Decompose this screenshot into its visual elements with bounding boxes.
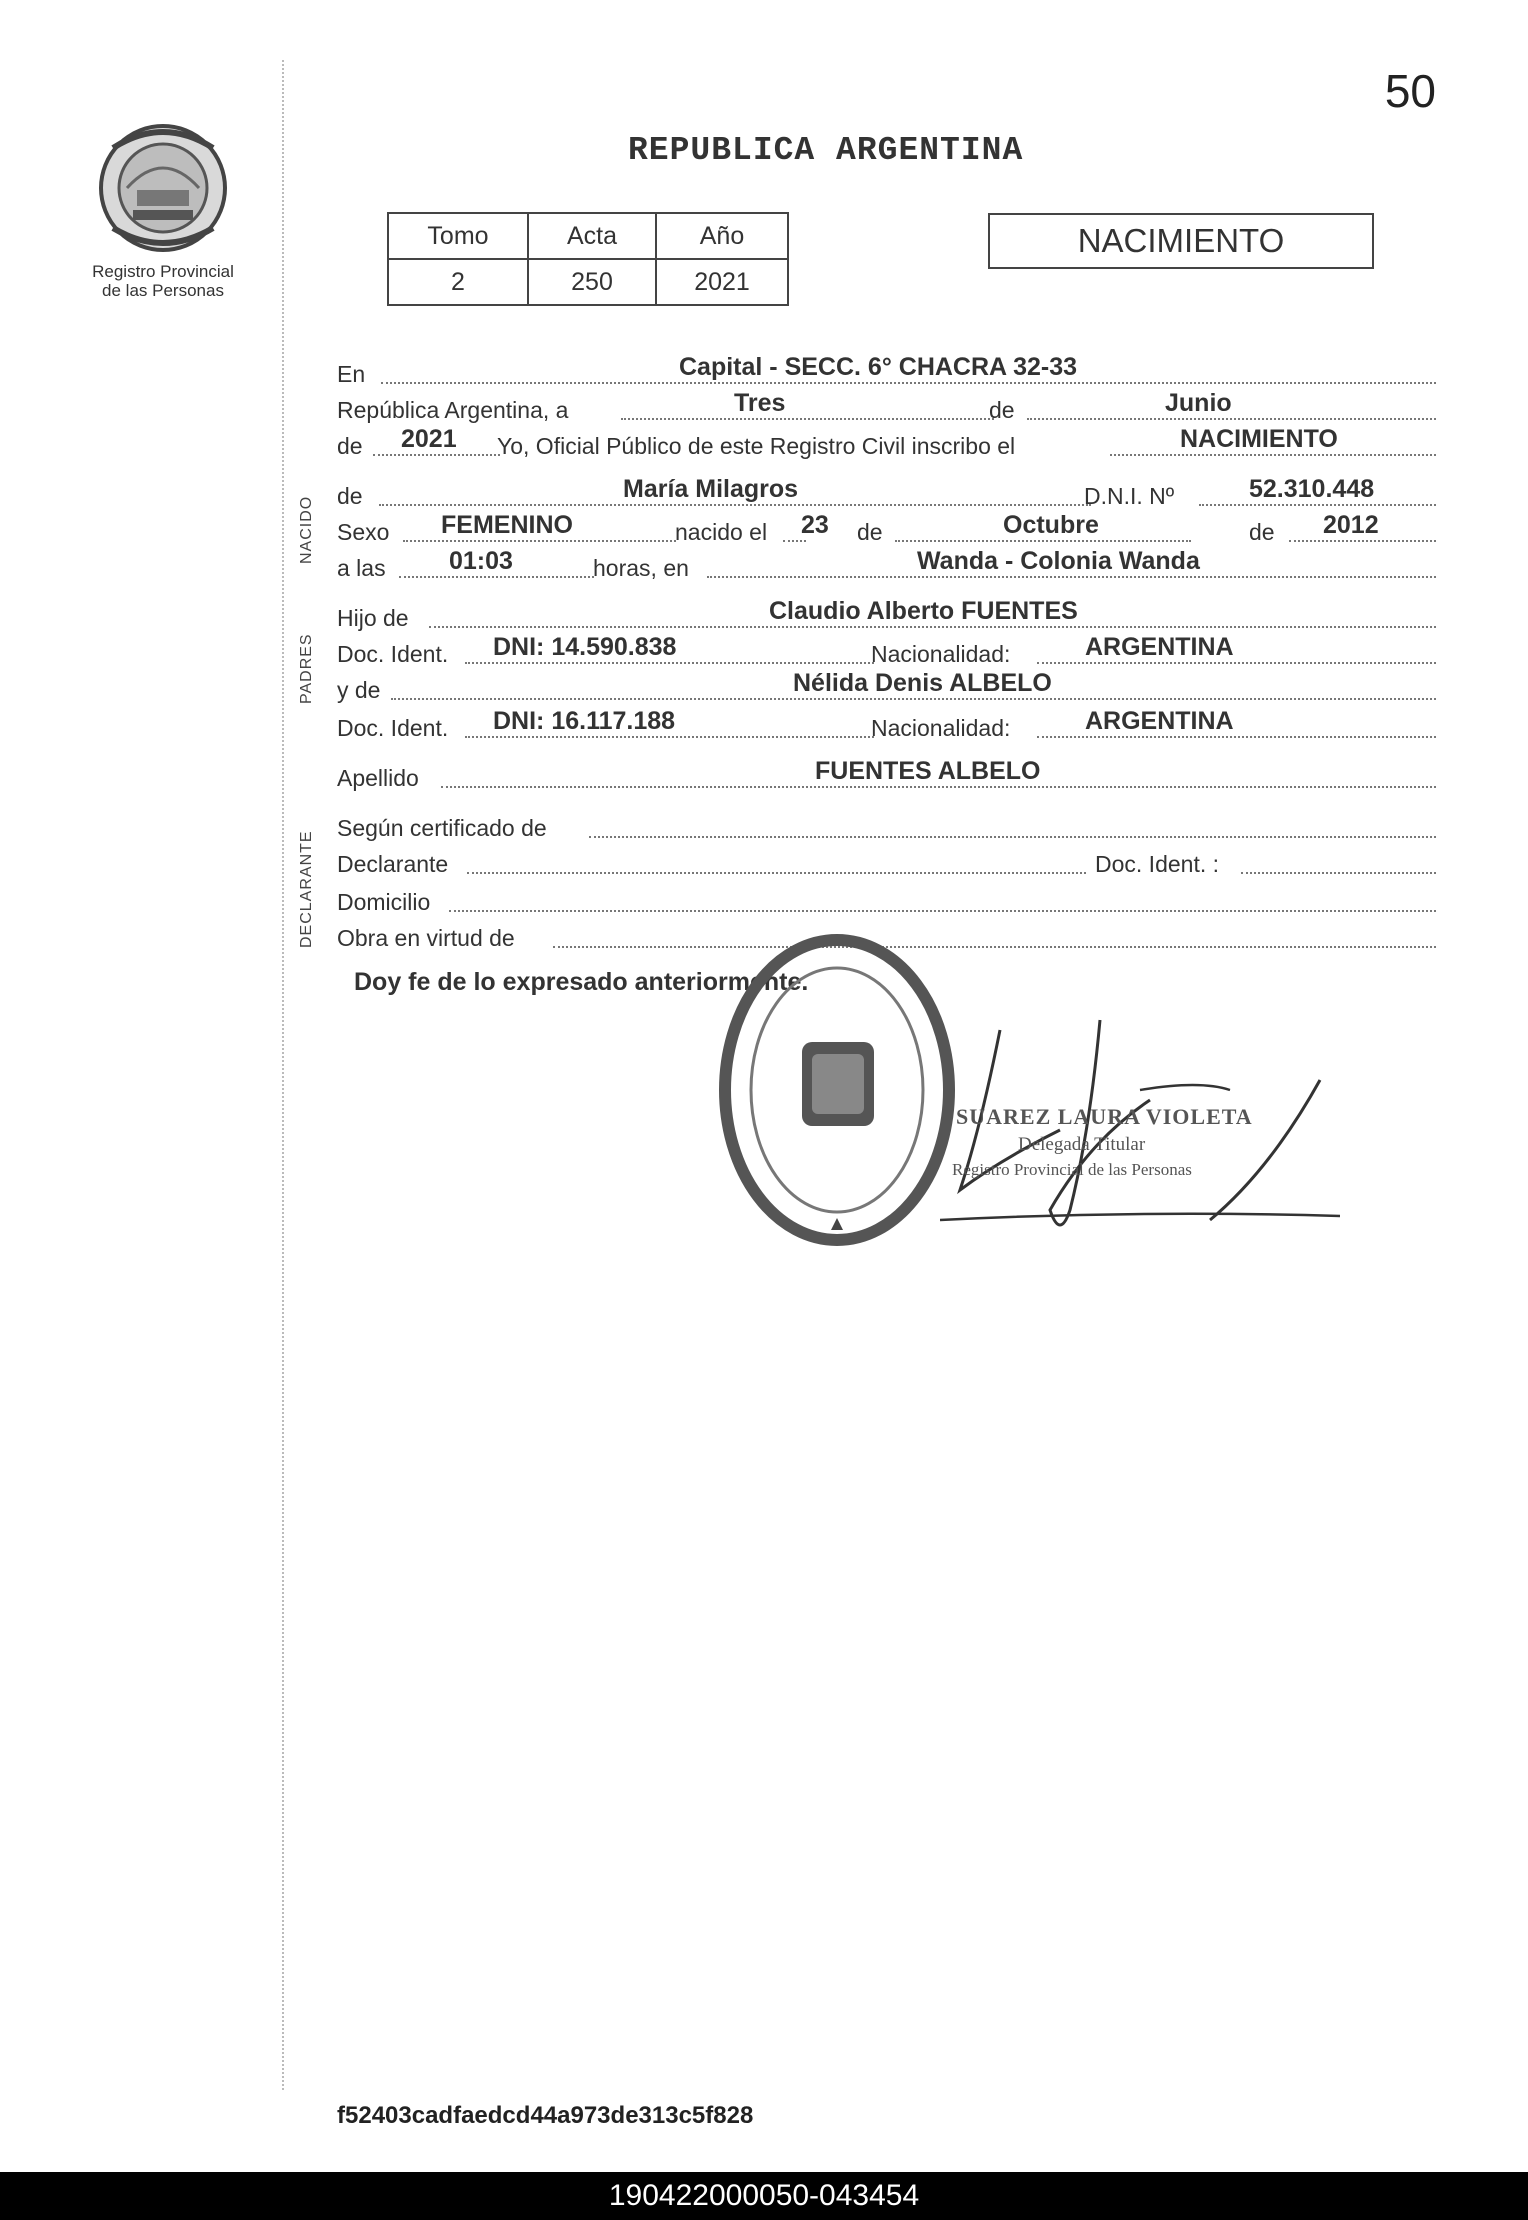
label-en: En: [337, 361, 366, 387]
dotted-line: [783, 540, 806, 542]
label-horas-en: horas, en: [593, 555, 689, 581]
value-padre: Claudio Alberto FUENTES: [769, 597, 1078, 625]
anio-value: 2021: [656, 259, 788, 305]
value-mes-nac: Octubre: [1003, 511, 1099, 539]
dotted-line: [465, 662, 874, 664]
label-de: de: [989, 397, 1015, 423]
dotted-line: [373, 454, 500, 456]
margin-line: [282, 60, 284, 2090]
tomo-header: Tomo: [388, 213, 528, 259]
value-dni: 52.310.448: [1249, 475, 1375, 503]
label-apellido: Apellido: [337, 765, 419, 791]
dotted-line: [1027, 418, 1436, 420]
dotted-line: [895, 540, 1191, 542]
value-anio: 2021: [401, 425, 457, 453]
logo-caption-line2: de las Personas: [102, 281, 224, 300]
dotted-line: [1241, 872, 1436, 874]
dotted-line: [403, 540, 676, 542]
row-hora: [337, 547, 1436, 586]
row-lugar: [337, 353, 1436, 392]
value-dia-nac: 23: [801, 511, 829, 539]
tomo-value: 2: [388, 259, 528, 305]
value-lugar: Capital - SECC. 6° CHACRA 32-33: [679, 353, 1078, 381]
value-hora: 01:03: [449, 547, 513, 575]
dotted-line: [621, 418, 994, 420]
acta-value: 250: [528, 259, 656, 305]
registry-header-row: [388, 213, 788, 259]
registry-logo: [88, 118, 238, 300]
label-y-de: y de: [337, 677, 381, 703]
value-acto: NACIMIENTO: [1180, 425, 1338, 453]
value-sexo: FEMENINO: [441, 511, 573, 539]
dotted-line: [1199, 504, 1436, 506]
registry-table: [387, 212, 789, 306]
label-oficial: Yo, Oficial Público de este Registro Civil inscribo el: [497, 433, 1016, 459]
label-de-name: de: [337, 483, 363, 509]
side-label-nacido: NACIDO: [298, 495, 315, 564]
value-padre-dni: DNI: 14.590.838: [493, 633, 677, 661]
document-hash: f52403cadfaedcd44a973de313c5f828: [337, 2102, 754, 2129]
row-padre-doc: [337, 633, 1436, 672]
label-doc-ident-colon: Doc. Ident. :: [1095, 851, 1220, 877]
value-padre-nac: ARGENTINA: [1085, 633, 1234, 661]
value-mes: Junio: [1165, 389, 1232, 417]
value-madre-nac: ARGENTINA: [1085, 707, 1234, 735]
row-declarante: [337, 846, 1436, 882]
dotted-line: [429, 626, 1436, 628]
label-doc-ident: Doc. Ident.: [337, 715, 449, 741]
dotted-line: [1289, 540, 1436, 542]
dotted-line: [391, 698, 1436, 700]
value-apellido: FUENTES ALBELO: [815, 757, 1041, 785]
side-label-declarante: DECLARANTE: [298, 830, 315, 948]
logo-caption-line1: Registro Provincial: [92, 262, 234, 281]
signatory-name: SUAREZ LAURA VIOLETA: [956, 1104, 1253, 1129]
value-nombre: María Milagros: [623, 475, 799, 503]
dotted-line: [379, 504, 1091, 506]
label-nacido-el: nacido el: [675, 519, 768, 545]
value-dia: Tres: [734, 389, 786, 417]
registry-value-row: [388, 259, 788, 305]
dotted-line: [399, 576, 594, 578]
footer-code-bar: 190422000050-043454: [0, 2172, 1528, 2220]
label-sexo: Sexo: [337, 519, 390, 545]
value-madre: Nélida Denis ALBELO: [793, 669, 1052, 697]
label-de-month: de: [857, 519, 883, 545]
page-number: 50: [1384, 65, 1436, 117]
row-madre: [337, 669, 1436, 708]
value-anio-nac: 2012: [1323, 511, 1379, 539]
row-apellido: [337, 757, 1436, 796]
label-segun: Según certificado de: [337, 815, 547, 841]
country-title: REPUBLICA ARGENTINA: [628, 132, 1024, 169]
anio-header: Año: [656, 213, 788, 259]
row-sexo: [337, 511, 1436, 550]
label-a-las: a las: [337, 555, 386, 581]
side-label-padres: PADRES: [298, 633, 315, 704]
label-nacionalidad: Nacionalidad:: [871, 715, 1011, 741]
row-fecha: [337, 389, 1436, 428]
signatory-title: Delegada Titular: [1018, 1134, 1146, 1155]
official-stamp-icon: [712, 930, 962, 1250]
dotted-line: [1037, 736, 1436, 738]
signatory-org: Registro Provincial de las Personas: [952, 1160, 1192, 1179]
dotted-line: [1037, 662, 1436, 664]
label-nacionalidad: Nacionalidad:: [871, 641, 1011, 667]
row-certificado: [337, 810, 1436, 846]
row-padre: [337, 597, 1436, 636]
value-lugar-nac: Wanda - Colonia Wanda: [917, 547, 1200, 575]
dotted-line: [441, 786, 1436, 788]
label-declarante: Declarante: [337, 851, 449, 877]
closing-statement: Doy fe de lo expresado anteriormente.: [354, 968, 809, 996]
dotted-line: [707, 576, 1436, 578]
dotted-line: [553, 946, 1436, 948]
label-doc-ident: Doc. Ident.: [337, 641, 449, 667]
row-madre-doc: [337, 707, 1436, 746]
label-hijo-de: Hijo de: [337, 605, 409, 631]
row-domicilio: [337, 884, 1436, 920]
value-madre-dni: DNI: 16.117.188: [493, 707, 676, 735]
label-dni: D.N.I. Nº: [1084, 483, 1175, 509]
label-de-year: de: [337, 433, 363, 459]
label-republica: República Argentina, a: [337, 397, 569, 423]
dotted-line: [449, 910, 1436, 912]
label-domicilio: Domicilio: [337, 889, 431, 915]
dotted-line: [467, 872, 1086, 874]
dotted-line: [1110, 454, 1436, 456]
dotted-line: [381, 382, 1436, 384]
row-acto: [337, 425, 1436, 464]
provincial-seal-icon: [93, 118, 233, 258]
label-de-birth-year: de: [1249, 519, 1275, 545]
label-obra: Obra en virtud de: [337, 925, 515, 951]
row-nombre: [337, 475, 1436, 514]
document-type-box: NACIMIENTO: [988, 213, 1374, 269]
dotted-line: [589, 836, 1436, 838]
dotted-line: [465, 736, 874, 738]
acta-header: Acta: [528, 213, 656, 259]
